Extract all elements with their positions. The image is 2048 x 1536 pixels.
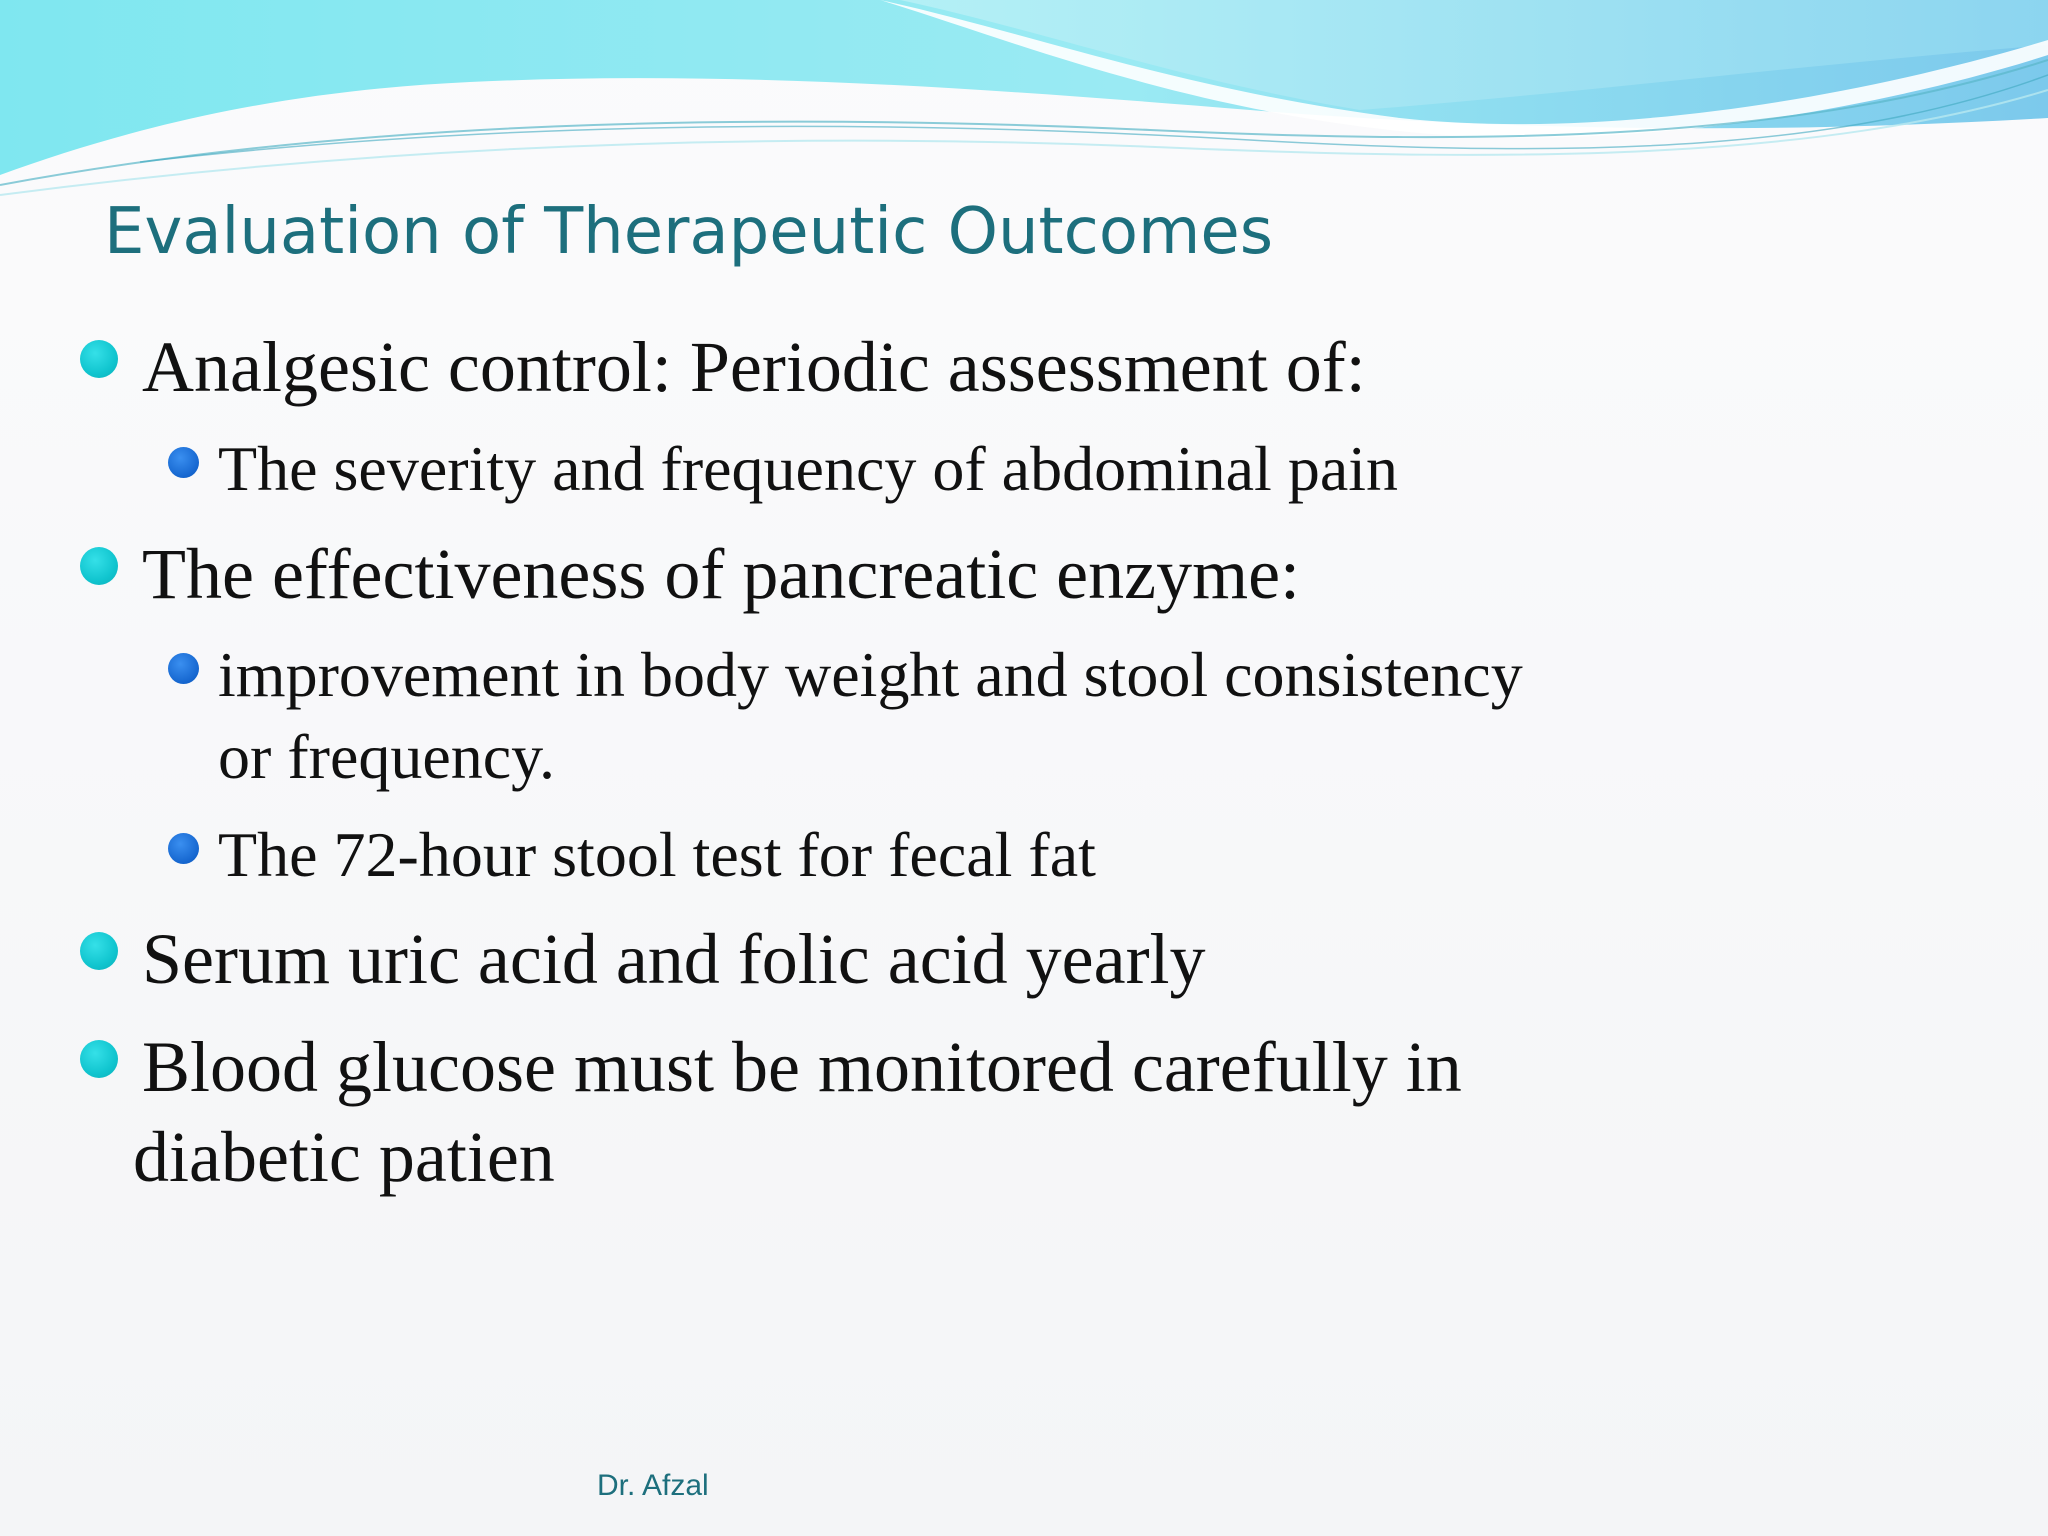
bullet-text-line: diabetic patien (133, 1117, 555, 1197)
bullet-dot-icon (80, 547, 118, 585)
bullet-text-line: Blood glucose must be monitored carefully in (142, 1027, 1462, 1107)
bullet-text: The 72-hour stool test for fecal fat (218, 819, 1096, 890)
sub-bullet-item (218, 814, 1096, 896)
sub-bullet-dot-icon (168, 653, 199, 684)
sub-bullet-dot-icon (168, 833, 199, 864)
bullet-item (142, 322, 1366, 412)
sub-bullet-item (218, 428, 1398, 510)
sub-bullet-item (218, 634, 1523, 798)
bullet-dot-icon (80, 932, 118, 970)
footer-author: Dr. Afzal (597, 1469, 709, 1502)
bullet-text: The severity and frequency of abdominal pain (218, 433, 1398, 504)
bullet-text-line: or frequency. (218, 721, 555, 792)
bullet-dot-icon (80, 1040, 118, 1078)
bullet-text-line: improvement in body weight and stool consistency (218, 639, 1523, 710)
bullet-dot-icon (80, 340, 118, 378)
bullet-text: Analgesic control: Periodic assessment of: (142, 327, 1366, 407)
bullet-item (133, 1022, 1462, 1202)
slide-title: Evaluation of Therapeutic Outcomes (104, 195, 1274, 269)
bullet-text: Serum uric acid and folic acid yearly (142, 919, 1206, 999)
sub-bullet-dot-icon (168, 447, 199, 478)
bullet-item (142, 529, 1300, 619)
bullet-item (142, 914, 1206, 1004)
bullet-text: The effectiveness of pancreatic enzyme: (142, 534, 1301, 614)
